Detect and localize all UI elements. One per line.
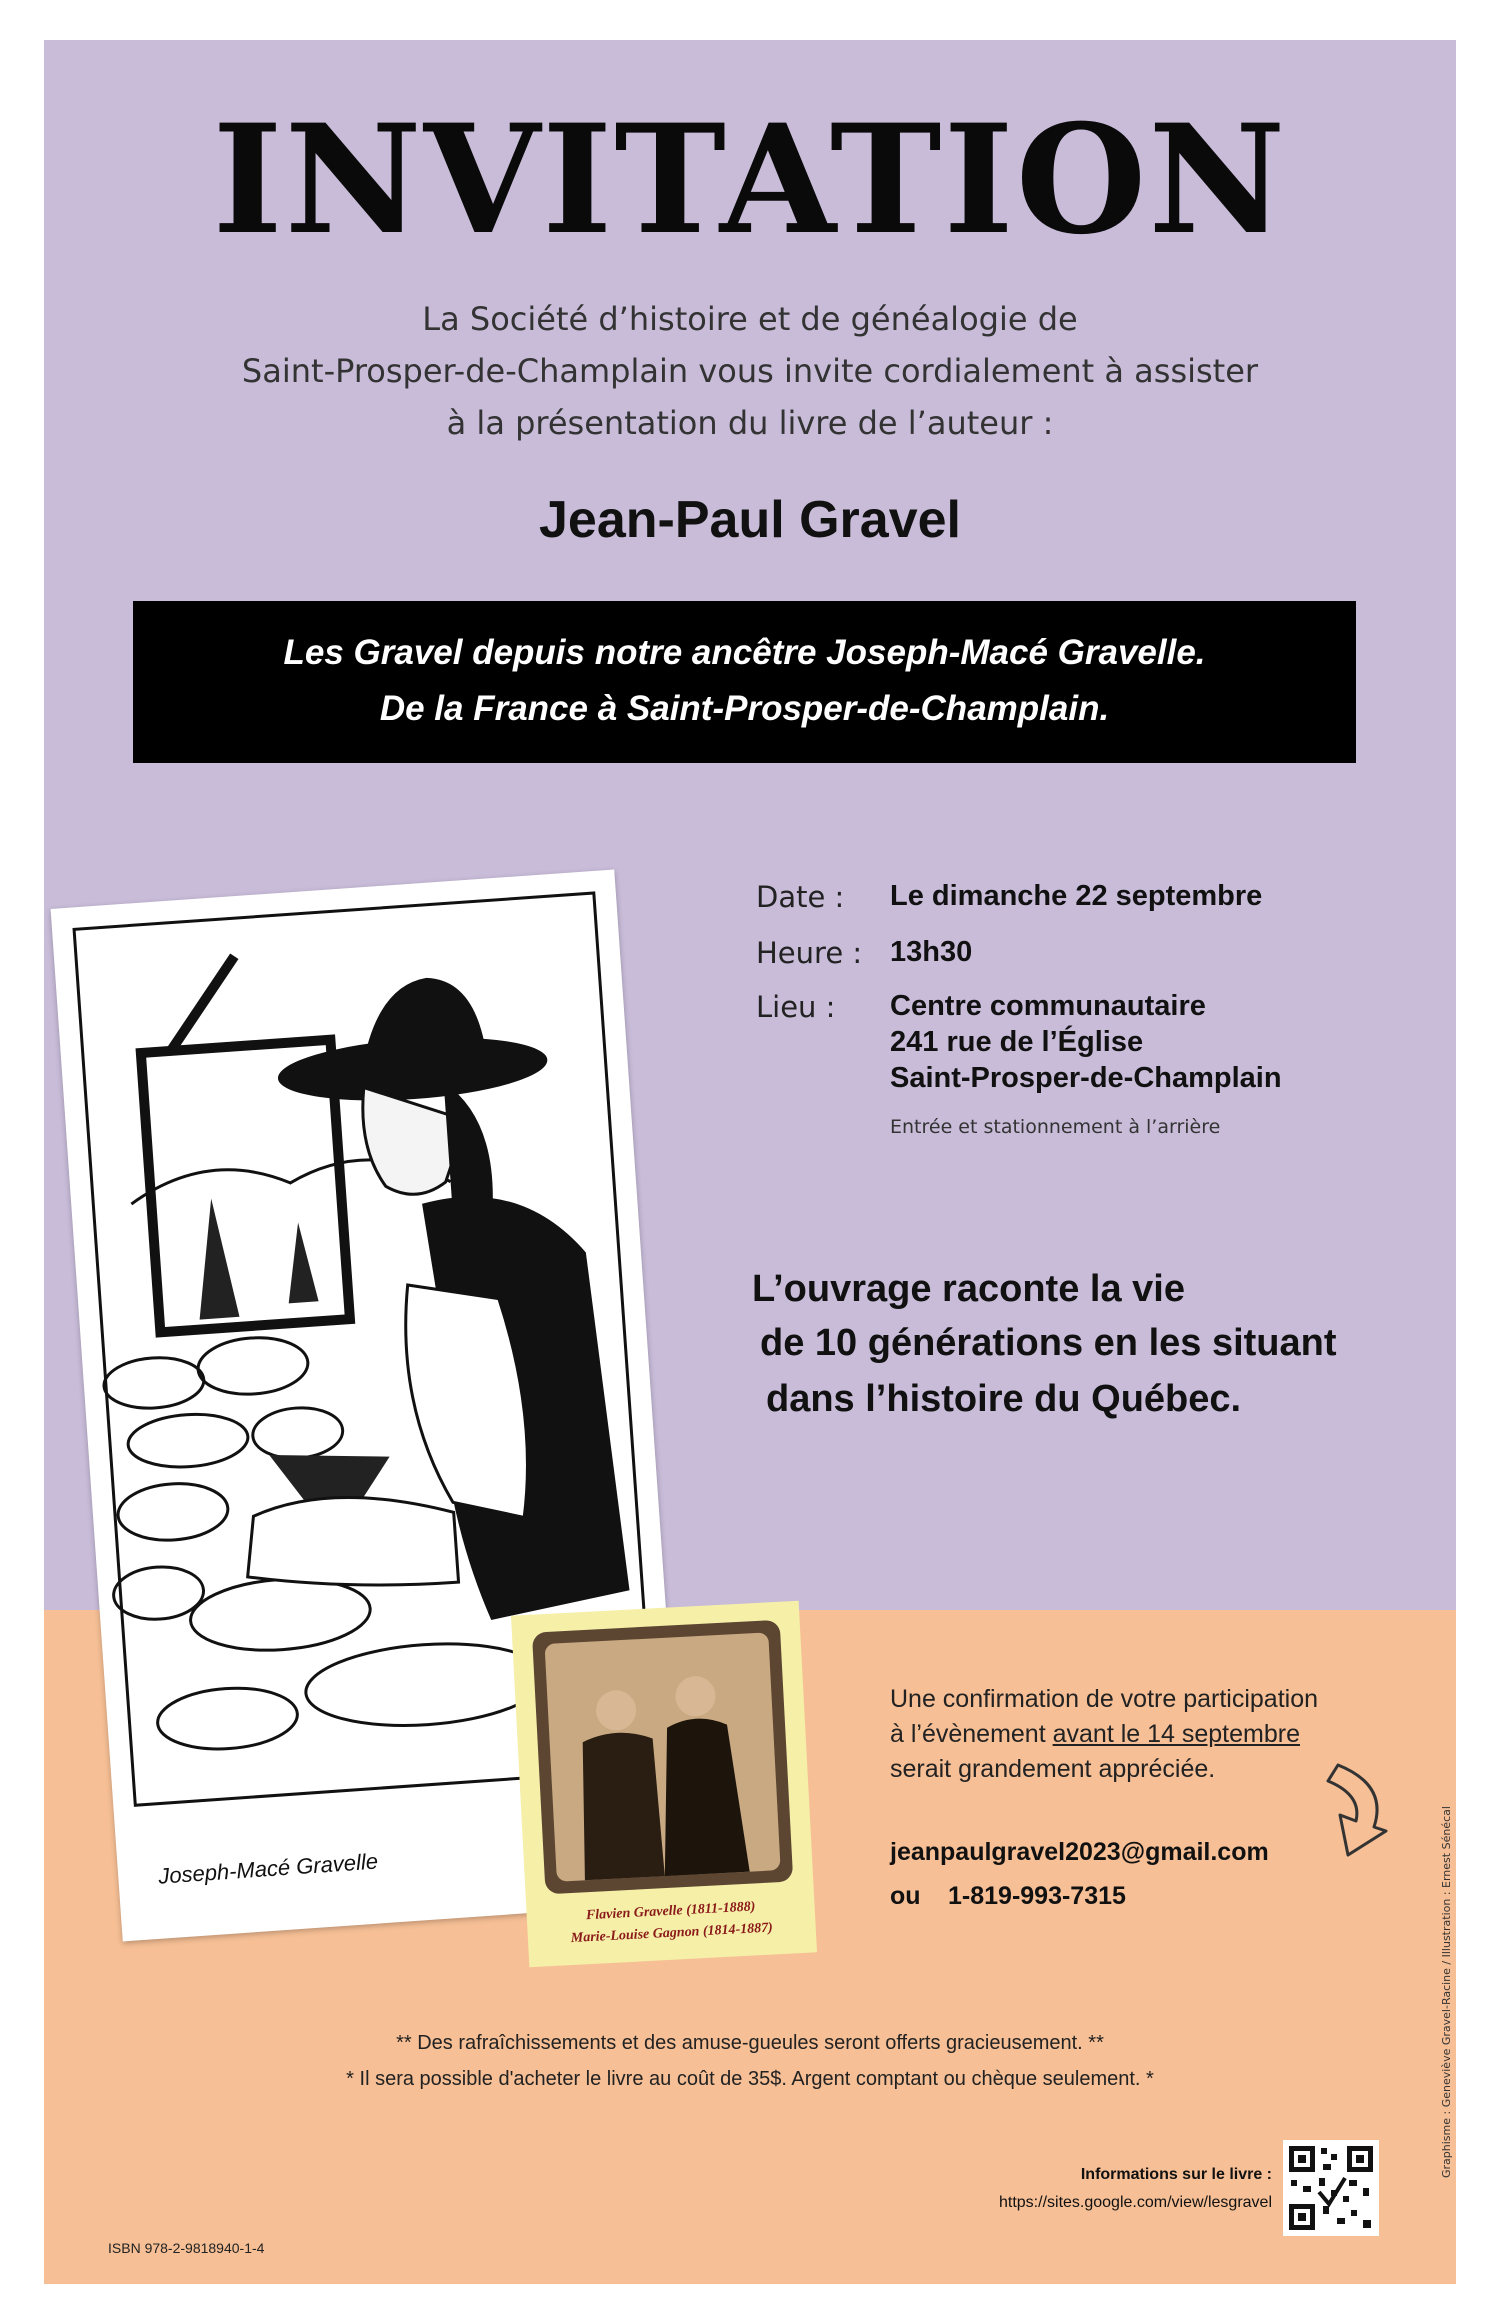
place-label: Lieu :	[756, 990, 836, 1024]
summary-line-1: L’ouvrage raconte la vie	[752, 1268, 1185, 1310]
rsvp-line-3: serait grandement appréciée.	[890, 1755, 1216, 1783]
summary-line-2: de 10 générations en les situant	[760, 1322, 1337, 1364]
book-title-line-2: De la France à Saint-Prosper-de-Champlain.	[379, 689, 1110, 728]
date-label: Date :	[756, 880, 845, 914]
place-note: Entrée et stationnement à l’arrière	[890, 1116, 1221, 1138]
date-value: Le dimanche 22 septembre	[890, 880, 1263, 912]
intro-line-1: La Société d’histoire et de généalogie de	[422, 300, 1078, 338]
photo-caption-line-1: Flavien Gravelle (1811-1888)	[585, 1899, 756, 1924]
contact-email[interactable]: jeanpaulgravel2023@gmail.com	[890, 1838, 1269, 1866]
time-label: Heure :	[756, 936, 863, 970]
isbn: ISBN 978-2-9818940-1-4	[108, 2240, 265, 2256]
intro-line-2: Saint-Prosper-de-Champlain vous invite cordialement à assister	[241, 352, 1259, 390]
book-title-line-1: Les Gravel depuis notre ancêtre Joseph-Macé Gravelle.	[283, 633, 1206, 672]
refreshments-note: ** Des rafraîchissements et des amuse-gueules seront offerts gracieusement. **	[396, 2032, 1104, 2054]
intro-line-3: à la présentation du livre de l’auteur :	[446, 404, 1054, 442]
book-title-banner	[133, 601, 1356, 763]
rsvp-line-1: Une confirmation de votre participation	[890, 1685, 1319, 1713]
book-info-label: Informations sur le livre :	[1080, 2166, 1272, 2183]
summary-line-3: dans l’histoire du Québec.	[766, 1378, 1242, 1420]
time-value: 13h30	[890, 936, 973, 968]
contact-or: ou	[890, 1882, 921, 1910]
author-name: Jean-Paul Gravel	[539, 491, 961, 549]
credits: Graphisme : Geneviève Gravel-Racine / Illustration : Ernest Sénécal	[1440, 1806, 1453, 2178]
purchase-note: * Il sera possible d'acheter le livre au coût de 35$. Argent comptant ou chèque seulement. *	[346, 2068, 1154, 2090]
qr-code-icon[interactable]	[1283, 2140, 1379, 2236]
illustration-caption: Joseph-Macé Gravelle	[157, 1848, 379, 1889]
place-line-3: Saint-Prosper-de-Champlain	[890, 1062, 1282, 1094]
photo-caption-line-2: Marie-Louise Gagnon (1814-1887)	[570, 1920, 774, 1947]
contact-phone[interactable]: 1-819-993-7315	[948, 1882, 1126, 1910]
curved-arrow-icon	[1318, 1755, 1394, 1865]
page-title: INVITATION	[212, 92, 1288, 268]
ancestor-photo-card	[511, 1601, 817, 1968]
rsvp-line-2	[890, 1720, 1300, 1749]
book-info-url[interactable]: https://sites.google.com/view/lesgravel	[998, 2194, 1272, 2211]
place-line-1: Centre communautaire	[890, 990, 1206, 1022]
rsvp-deadline: avant le 14 septembre	[1052, 1720, 1300, 1748]
place-line-2: 241 rue de l’Église	[890, 1026, 1144, 1058]
rsvp-line-2-prefix: à l’évènement	[890, 1720, 1053, 1748]
